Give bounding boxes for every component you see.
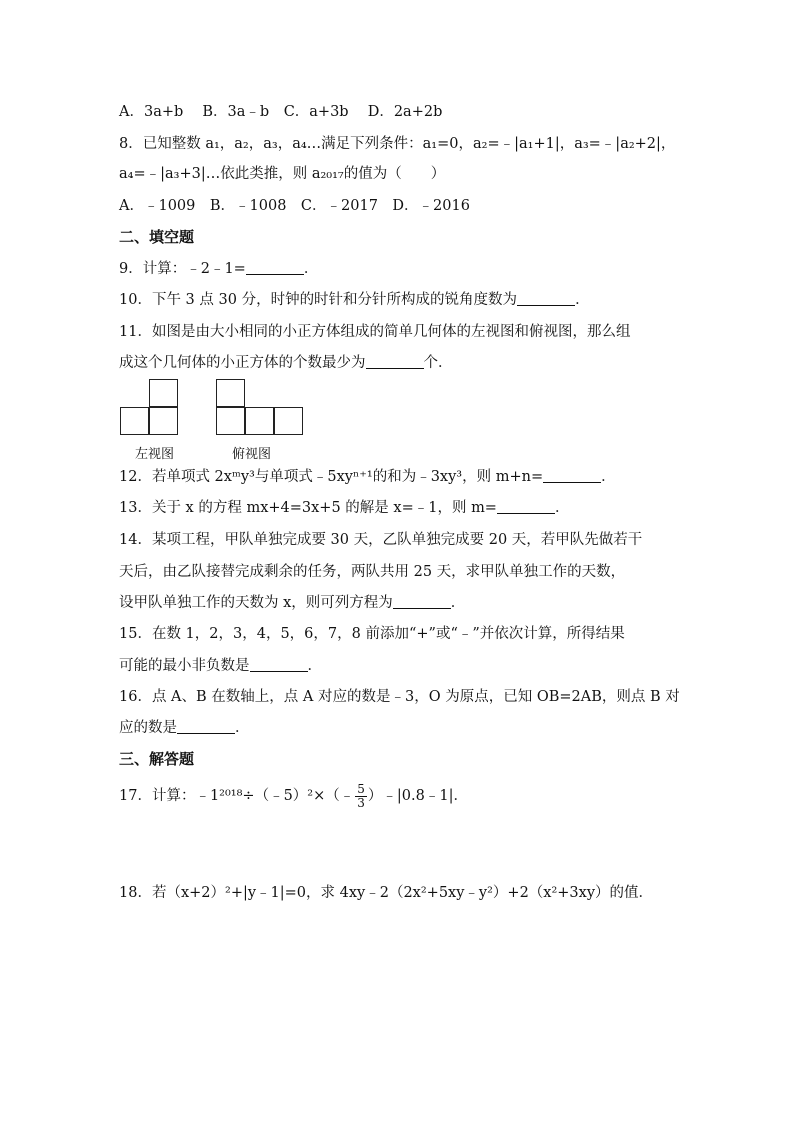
top-view-cell <box>274 407 303 435</box>
q9 <box>119 259 318 279</box>
answer-blank <box>366 354 424 369</box>
q13-end: ． <box>554 500 570 516</box>
q12-text: 12．若单项式 2xᵐy³与单项式﹣5xyⁿ⁺¹的和为﹣3xy³，则 m+n= <box>119 469 544 485</box>
q17-suffix: ）﹣|0.8﹣1|． <box>367 788 468 804</box>
answer-blank <box>543 468 601 483</box>
answer-blank <box>497 499 555 514</box>
q14-line2: 天后，由乙队接替完成剩余的任务，两队共用 25 天，求甲队单独工作的天数， <box>119 564 626 580</box>
q14-line1: 14．某项工程，甲队单独完成要 30 天，乙队单独完成要 20 天，若甲队先做若干 <box>119 532 643 548</box>
answer-blank <box>517 291 575 306</box>
fraction-denominator: 3 <box>357 795 365 810</box>
q11-end: 个． <box>423 355 453 371</box>
section-answer: 三、解答题 <box>119 750 195 768</box>
q11-line2-text: 成这个几何体的小正方体的个数最少为 <box>119 355 366 371</box>
q12 <box>119 467 616 487</box>
q16-line2 <box>119 718 250 738</box>
top-view-cell <box>216 379 245 407</box>
left-view-cell <box>149 379 178 407</box>
q11-line1: 11．如图是由大小相同的小正方体组成的简单几何体的左视图和俯视图，那么组 <box>119 324 631 340</box>
left-view-cell <box>149 407 178 435</box>
answer-blank <box>246 260 304 275</box>
q8-line2: a₄=﹣|a₃+3|…依此类推，则 a₂₀₁₇的值为（ ） <box>119 166 446 182</box>
q14-line3-text: 设甲队单独工作的天数为 x，则可列方程为 <box>119 595 393 611</box>
q7-options: A．3a+b B．3a﹣b C．a+3b D．2a+2b <box>119 104 443 120</box>
q10 <box>119 290 590 310</box>
q16-end: ． <box>235 720 250 736</box>
q15-line1: 15．在数 1，2，3，4，5，6，7，8 前添加“+”或“﹣”并依次计算，所得结果 <box>119 626 625 642</box>
q8-options: A．﹣1009 B．﹣1008 C．﹣2017 D．﹣2016 <box>119 198 470 214</box>
left-view-cell <box>120 407 149 435</box>
q16-line2-text: 应的数是 <box>119 720 177 736</box>
q17-prefix: 17．计算：﹣1²⁰¹⁸÷（﹣5）²×（﹣ <box>119 788 355 804</box>
fraction <box>355 783 367 810</box>
q12-end: ． <box>601 469 616 485</box>
q8-line1: 8．已知整数 a₁，a₂，a₃，a₄…满足下列条件：a₁=0，a₂=﹣|a₁+1|，a₃=﹣|a₂+2|， <box>119 136 676 152</box>
q15-end: ． <box>307 658 322 674</box>
q9-text: 9．计算：﹣2﹣1= <box>119 261 246 277</box>
left-view-caption: 左视图 <box>135 447 175 462</box>
q15-line2 <box>119 656 322 676</box>
top-view-cell <box>245 407 274 435</box>
q11-line2 <box>119 353 453 373</box>
q16-line1: 16．点 A、B 在数轴上，点 A 对应的数是﹣3，O 为原点，已知 OB=2AB，则点 B 对 <box>119 689 680 705</box>
q13 <box>119 498 569 518</box>
q10-end: ． <box>575 292 590 308</box>
fraction-numerator: 5 <box>357 781 365 796</box>
answer-blank <box>177 719 235 734</box>
answer-blank <box>393 594 451 609</box>
q13-text: 13．关于 x 的方程 mx+4=3x+5 的解是 x=﹣1，则 m= <box>119 500 497 516</box>
top-view-caption: 俯视图 <box>232 447 272 462</box>
top-view-cell <box>216 407 245 435</box>
q10-text: 10．下午 3 点 30 分，时钟的时针和分针所构成的锐角度数为 <box>119 292 518 308</box>
section-fill-blank: 二、填空题 <box>119 228 195 246</box>
q18: 18．若（x+2）²+|y﹣1|=0，求 4xy﹣2（2x²+5xy﹣y²）+2（x²+3xy）的值． <box>119 885 654 901</box>
answer-blank <box>250 657 308 672</box>
q14-end: ． <box>450 595 466 611</box>
q15-line2-text: 可能的最小非负数是 <box>119 658 250 674</box>
q9-end: ． <box>303 261 319 277</box>
q14-line3 <box>119 593 465 613</box>
q17 <box>119 781 468 811</box>
